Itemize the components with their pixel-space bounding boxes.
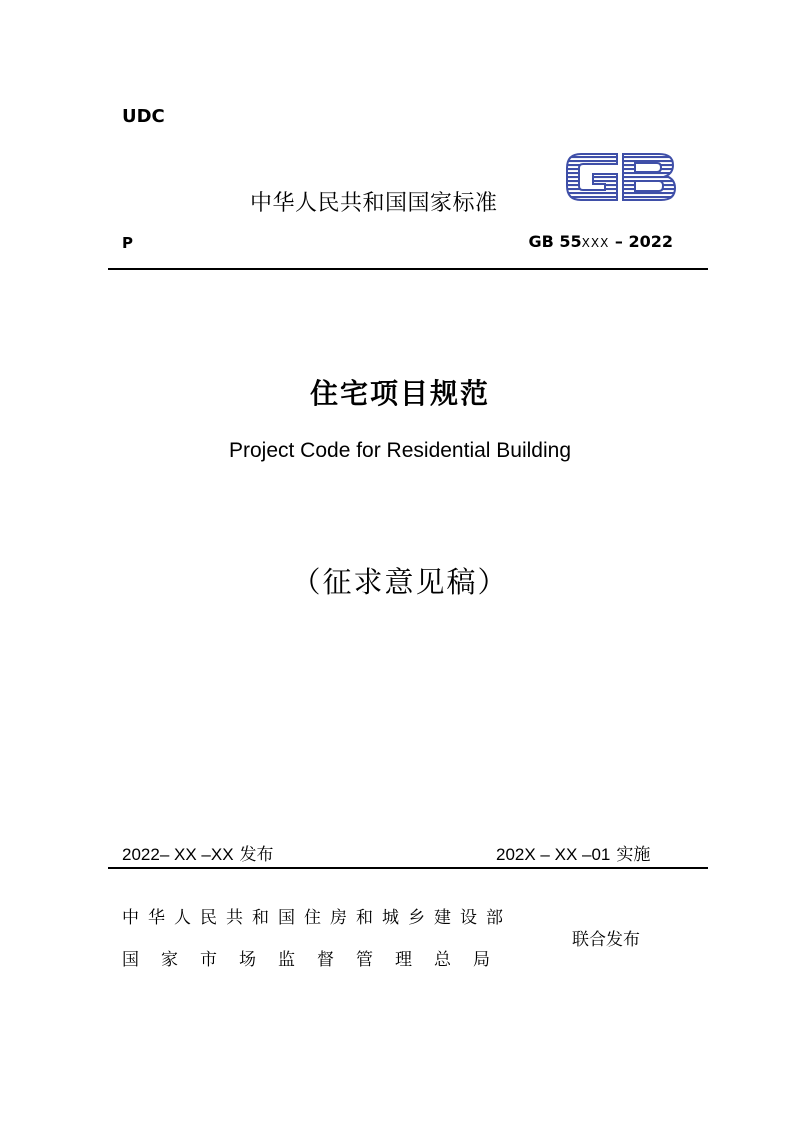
publish-label: 发布 xyxy=(239,845,274,865)
issuer-ministry: 中华人民共和国住房和城乡建设部 xyxy=(122,908,512,928)
gb-logo xyxy=(563,148,679,206)
header-rule xyxy=(108,268,708,270)
publish-date xyxy=(122,840,274,865)
joint-release-label: 联合发布 xyxy=(572,930,640,950)
document-title-english: Project Code for Residential Building xyxy=(228,439,572,462)
issuer-administration: 国家市场监督管理总局 xyxy=(122,950,512,970)
effective-label: 实施 xyxy=(616,845,651,865)
udc-label: UDC xyxy=(122,106,165,127)
document-title-chinese: 住宅项目规范 xyxy=(309,377,490,410)
footer-rule xyxy=(108,867,708,869)
publish-date-value: 2022– XX –XX xyxy=(122,845,234,864)
standard-number-suffix: – 2022 xyxy=(609,232,673,251)
effective-date xyxy=(496,840,650,865)
standard-number xyxy=(528,232,673,251)
standard-title: 中华人民共和国国家标准 xyxy=(250,191,498,216)
classification-code: P xyxy=(122,234,133,252)
standard-number-prefix: GB 55 xyxy=(528,232,582,251)
standard-number-xxx: XXX xyxy=(581,236,610,250)
effective-date-value: 202X – XX –01 xyxy=(496,845,611,864)
draft-status: （征求意见稿） xyxy=(291,565,509,599)
